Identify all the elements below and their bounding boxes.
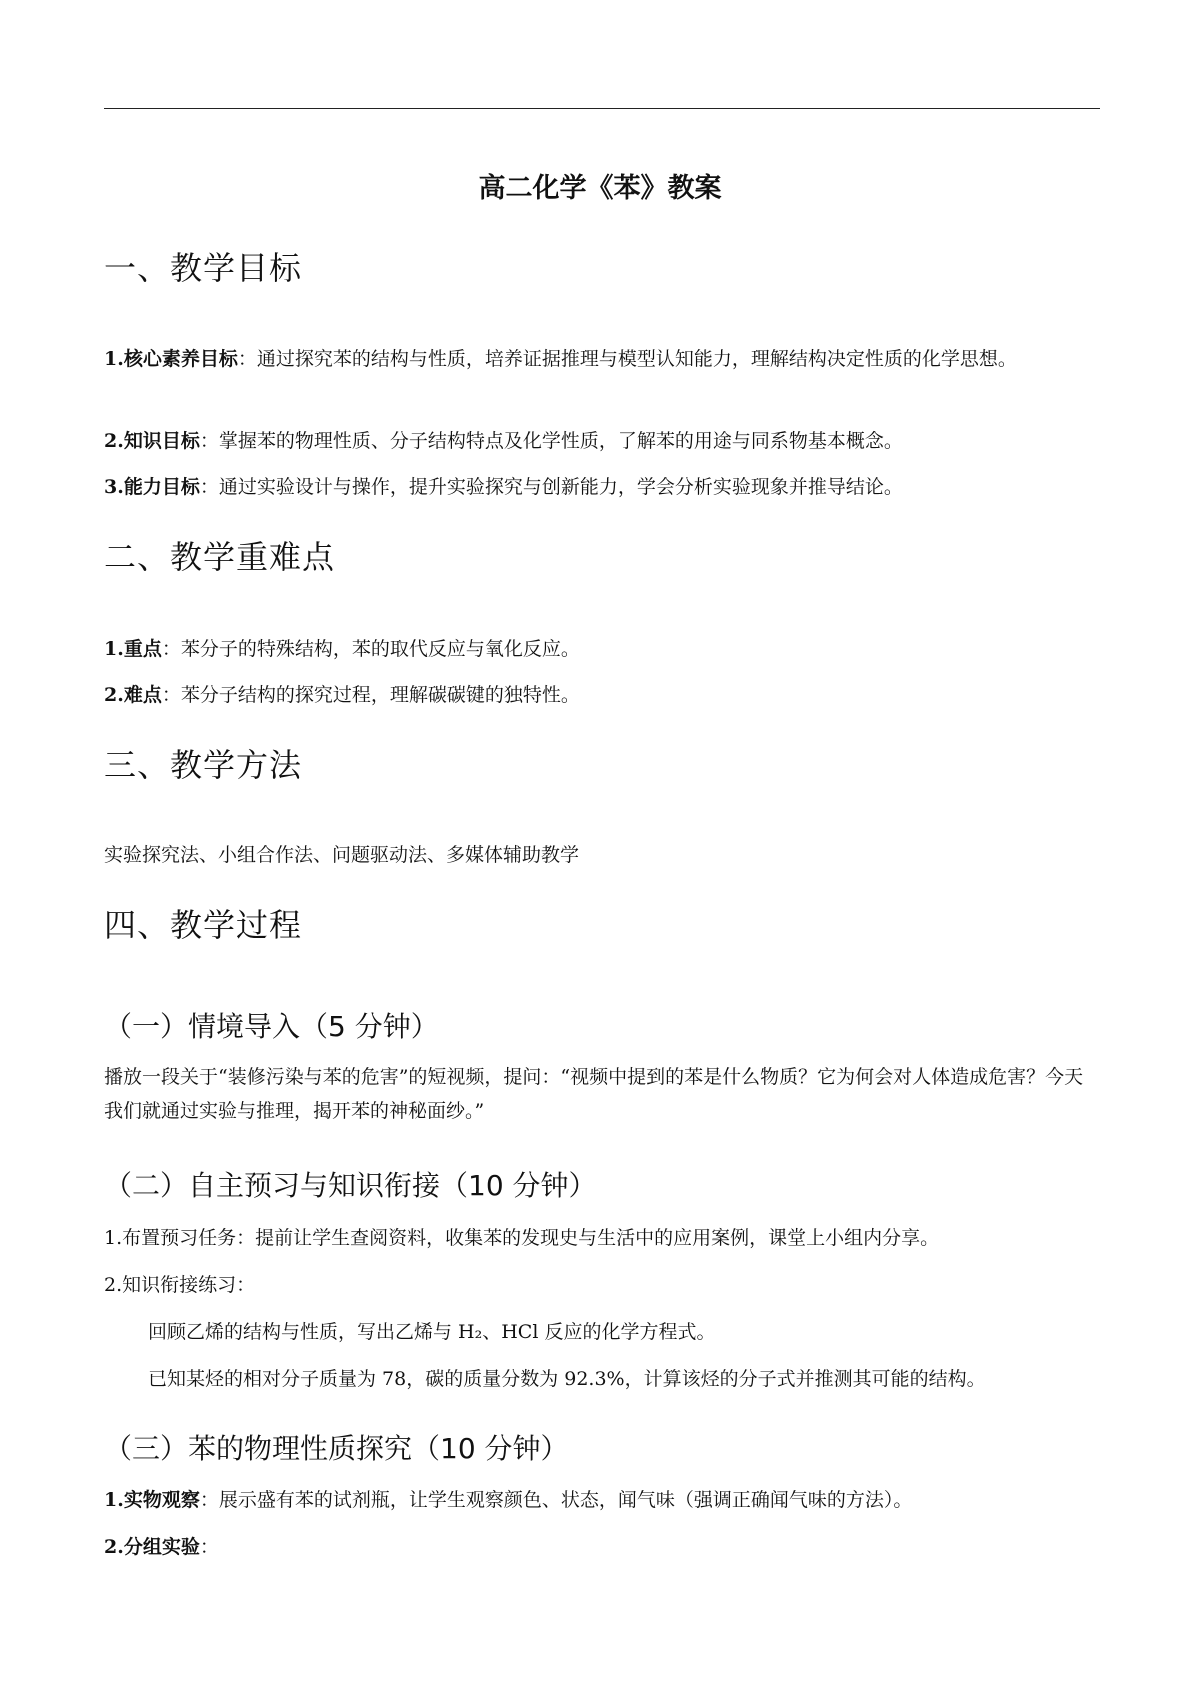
item-separator: ： bbox=[199, 430, 219, 452]
item-label: 2.分组实验 bbox=[104, 1536, 200, 1558]
item-separator: ： bbox=[199, 476, 219, 498]
preview-item-task: 1.布置预习任务：提前让学生查阅资料，收集苯的发现史与生活中的应用案例，课堂上小组内分享。 bbox=[104, 1227, 940, 1249]
practice-exercise-2: 已知某烃的相对分子质量为 78，碳的质量分数为 92.3%，计算该烃的分子式并推测其可能的结构。 bbox=[148, 1368, 986, 1390]
item-text: 展示盛有苯的试剂瓶，让学生观察颜色、状态，闻气味（强调正确闻气味的方法）。 bbox=[218, 1489, 913, 1511]
item-text: 掌握苯的物理性质、分子结构特点及化学性质，了解苯的用途与同系物基本概念。 bbox=[218, 430, 903, 452]
item-text: 苯分子的特殊结构，苯的取代反应与氧化反应。 bbox=[180, 638, 580, 660]
header-rule bbox=[104, 108, 1100, 109]
item-separator: ： bbox=[161, 638, 181, 660]
section-heading-objectives: 一、教学目标 bbox=[104, 249, 303, 287]
item-label: 1.核心素养目标 bbox=[104, 348, 238, 370]
intro-text: 播放一段关于“装修污染与苯的危害”的短视频，提问：“视频中提到的苯是什么物质？它为何会对人体造成危害？今天我们就通过实验与推理，揭开苯的神秘面纱。” bbox=[104, 1066, 1084, 1122]
physical-item-observe bbox=[104, 1483, 1100, 1517]
subsection-heading-preview: （二）自主预习与知识衔接（10 分钟） bbox=[104, 1169, 597, 1202]
item-text: 苯分子结构的探究过程，理解碳碳键的独特性。 bbox=[180, 684, 580, 706]
item-label: 2.知识目标 bbox=[104, 430, 200, 452]
item-separator: ： bbox=[237, 348, 257, 370]
subsection-heading-physical-properties: （三）苯的物理性质探究（10 分钟） bbox=[104, 1432, 569, 1465]
item-separator: ： bbox=[199, 1489, 219, 1511]
item-separator: ： bbox=[161, 684, 181, 706]
key-point-item bbox=[104, 632, 1100, 666]
preview-item-practice: 2.知识衔接练习： bbox=[104, 1274, 256, 1296]
difficult-point-item bbox=[104, 678, 1100, 712]
objective-item-knowledge bbox=[104, 424, 1100, 458]
item-text: 通过实验设计与操作，提升实验探究与创新能力，学会分析实验现象并推导结论。 bbox=[218, 476, 903, 498]
section-heading-process: 四、教学过程 bbox=[104, 906, 303, 944]
item-separator: ： bbox=[199, 1536, 219, 1558]
item-label: 1.实物观察 bbox=[104, 1489, 200, 1511]
methods-text: 实验探究法、小组合作法、问题驱动法、多媒体辅助教学 bbox=[104, 844, 580, 866]
section-heading-key-points: 二、教学重难点 bbox=[104, 538, 336, 576]
physical-item-experiment bbox=[104, 1530, 1100, 1564]
practice-exercise-1: 回顾乙烯的结构与性质，写出乙烯与 H₂、HCl 反应的化学方程式。 bbox=[148, 1321, 716, 1343]
objective-item-core bbox=[104, 342, 1100, 376]
section-heading-methods: 三、教学方法 bbox=[104, 746, 303, 784]
objective-item-ability bbox=[104, 470, 1100, 504]
document-title: 高二化学《苯》教案 bbox=[478, 173, 722, 204]
subsection-heading-intro: （一）情境导入（5 分钟） bbox=[104, 1010, 439, 1043]
item-label: 3.能力目标 bbox=[104, 476, 200, 498]
item-text: 通过探究苯的结构与性质，培养证据推理与模型认知能力，理解结构决定性质的化学思想。 bbox=[256, 348, 1017, 370]
item-label: 2.难点 bbox=[104, 684, 162, 706]
item-label: 1.重点 bbox=[104, 638, 162, 660]
